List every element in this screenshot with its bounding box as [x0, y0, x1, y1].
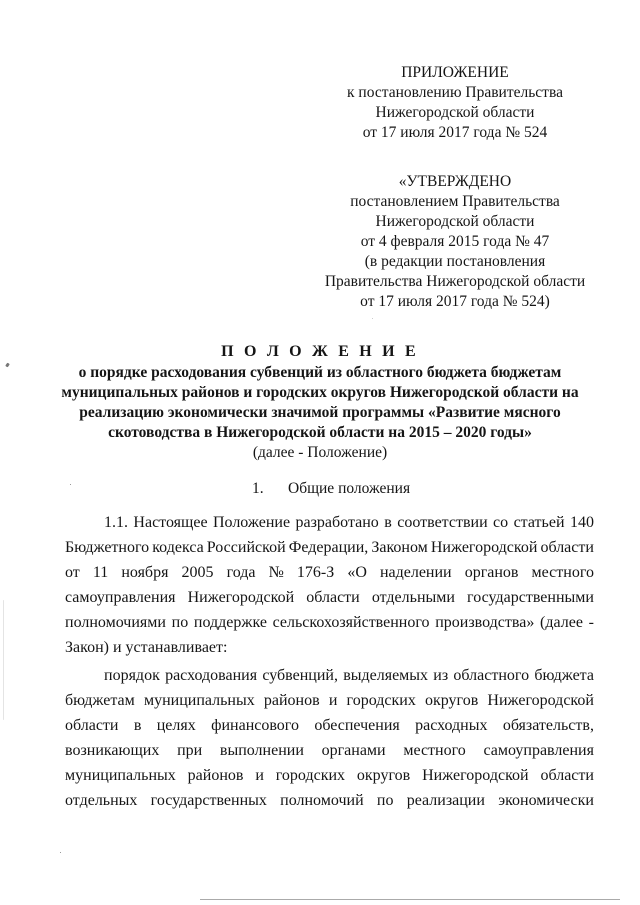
scan-artifact-dot — [60, 852, 61, 853]
title-line: скотоводства в Нижегородской области на 2015 – 2020 годы» — [108, 424, 532, 441]
scan-artifact-dot — [70, 484, 71, 485]
paragraph-line: отдельных государственных полномочий по реализации экономически — [65, 792, 594, 809]
scan-artifact-edge — [3, 600, 4, 720]
paragraph-line: самоуправления Нижегородской области отдельными государственными — [65, 589, 594, 606]
approved-line: Нижегородской области — [375, 213, 535, 230]
title-line: муниципальных районов и городских округов Нижегородской области на — [61, 384, 579, 401]
appendix-line: к постановлению Правительства — [347, 84, 563, 101]
paragraph-line: муниципальных районов и городских округов Нижегородской области — [65, 767, 594, 784]
appendix-line: от 17 июля 2017 года № 524 — [362, 124, 548, 141]
appendix-line: Нижегородской области — [375, 104, 535, 121]
section-title: Общие положения — [288, 480, 411, 497]
paragraph-line: полномочиями по поддержке сельскохозяйственного производства» (далее - — [65, 614, 594, 631]
approved-line: (в редакции постановления — [364, 253, 546, 270]
appendix-title: ПРИЛОЖЕНИЕ — [401, 64, 509, 81]
paragraph-line: возникающих при выполнении органами местного самоуправления — [65, 742, 594, 759]
paragraph-line: области в целях финансового обеспечения расходных обязательств, — [65, 717, 594, 734]
approved-line: от 17 июля 2017 года № 524) — [360, 293, 550, 310]
scan-artifact-dot — [372, 318, 373, 319]
paragraph-last-line: Закон) и устанавливает: — [65, 639, 228, 656]
title-line: о порядке расходования субвенций из областного бюджета бюджетам — [78, 364, 562, 381]
paragraph-line: порядок расходования субвенций, выделяемых из областного бюджета — [104, 667, 594, 684]
paragraph-line: Бюджетного кодекса Российской Федерации, Законом Нижегородской области — [65, 539, 594, 556]
scan-artifact-bottom-edge — [200, 899, 620, 900]
section-number: 1. — [252, 480, 264, 497]
approved-line: от 4 февраля 2015 года № 47 — [360, 233, 550, 250]
approved-line: постановлением Правительства — [350, 193, 560, 210]
paragraph-line: от 11 ноября 2005 года № 176-З «О наделении органов местного — [65, 564, 594, 581]
approved-line: Правительства Нижегородской области — [324, 273, 586, 290]
approved-title: «УТВЕРЖДЕНО — [398, 173, 512, 190]
document-heading: П О Л О Ж Е Н И Е — [221, 343, 419, 360]
paragraph-line: бюджетам муниципальных районов и городских округов Нижегородской — [65, 692, 594, 709]
paragraph-line: 1.1. Настоящее Положение разработано в соответствии со статьей 140 — [104, 514, 594, 531]
title-line: реализацию экономически значимой программы «Развитие мясного — [79, 404, 561, 421]
title-note: (далее - Положение) — [252, 444, 388, 461]
